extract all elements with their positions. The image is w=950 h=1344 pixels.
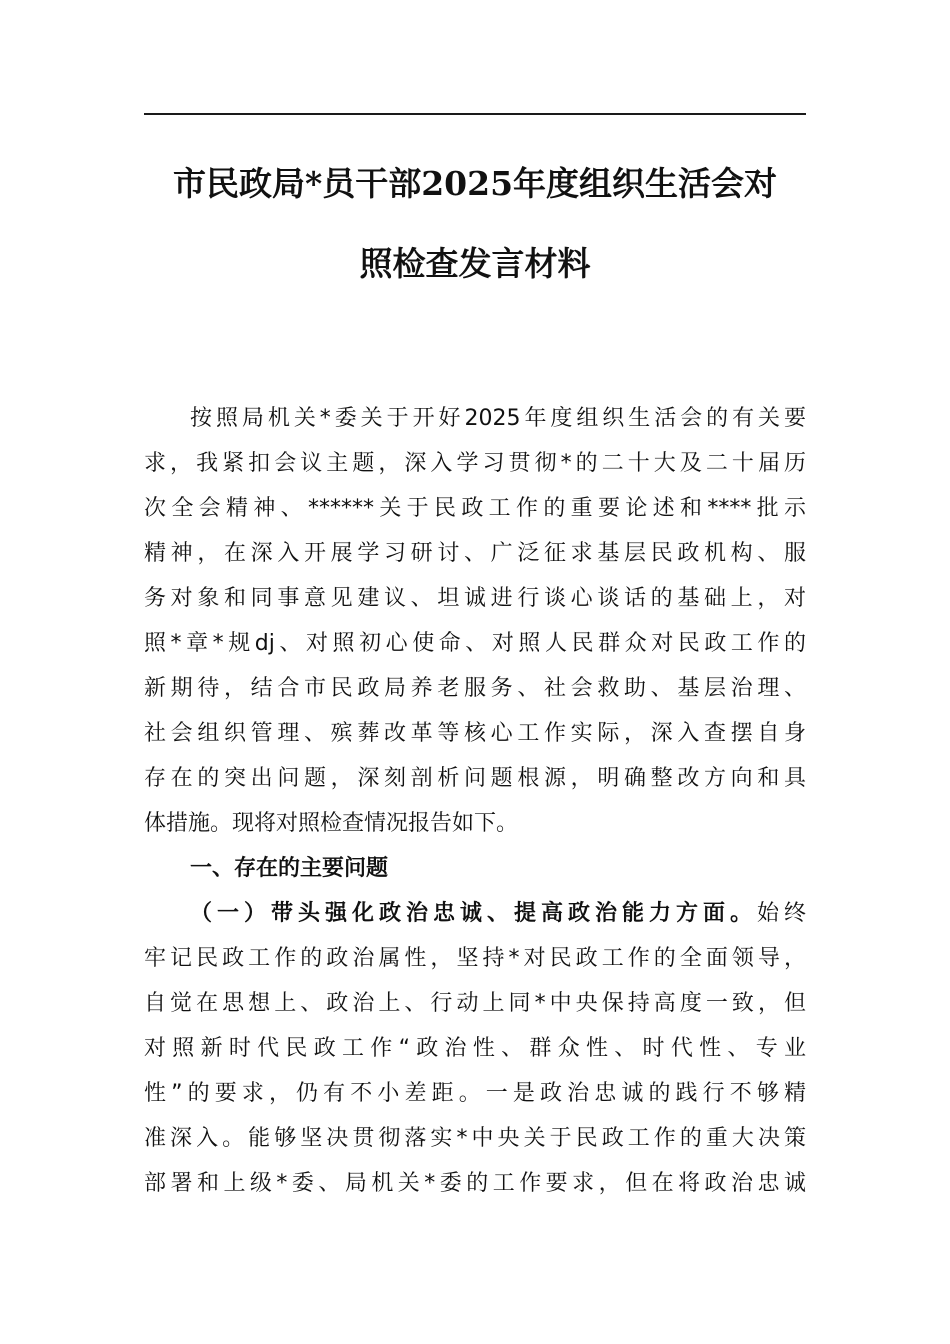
subsection-first-line-rest: 始终 xyxy=(756,901,806,926)
intro-line: 体措施。现将对照检查情况报告如下。 xyxy=(144,811,519,836)
intro-line: 照*章*规dj、对照初心使命、对照人民群众对民政工作的 xyxy=(144,631,806,656)
intro-line: 务对象和同事意见建议、坦诚进行谈心谈话的基础上，对 xyxy=(144,586,806,611)
intro-line: 按照局机关*委关于开好2025年度组织生活会的有关要 xyxy=(190,406,806,431)
intro-line: 存在的突出问题，深刻剖析问题根源，明确整改方向和具 xyxy=(144,766,806,791)
section-heading: 一、存在的主要问题 xyxy=(190,856,389,881)
intro-line: 社会组织管理、殡葬改革等核心工作实际，深入查摆自身 xyxy=(144,721,806,746)
subsection-line: 对照新时代民政工作“政治性、群众性、时代性、专业 xyxy=(144,1036,806,1061)
title-line-1: 市民政局*员干部2025年度组织生活会对 xyxy=(172,164,778,203)
intro-line: 求，我紧扣会议主题，深入学习贯彻*的二十大及二十届历 xyxy=(144,451,806,476)
intro-line: 精神，在深入开展学习研讨、广泛征求基层民政机构、服 xyxy=(144,541,806,566)
intro-line: 新期待，结合市民政局养老服务、社会救助、基层治理、 xyxy=(144,676,806,701)
header-rule xyxy=(144,113,806,115)
subsection-line: 准深入。能够坚决贯彻落实*中央关于民政工作的重大决策 xyxy=(144,1126,806,1151)
subsection-line: 牢记民政工作的政治属性，坚持*对民政工作的全面领导， xyxy=(144,946,806,971)
document-title xyxy=(144,160,806,288)
subsection-line: 部署和上级*委、局机关*委的工作要求，但在将政治忠诚 xyxy=(144,1171,806,1196)
subsection-line: 性”的要求，仍有不小差距。一是政治忠诚的践行不够精 xyxy=(144,1081,806,1106)
document-body xyxy=(144,396,806,1206)
subsection-first-line xyxy=(144,891,806,936)
title-line-2: 照检查发言材料 xyxy=(359,244,591,283)
subsection-heading: （一）带头强化政治忠诚、提高政治能力方面。 xyxy=(190,900,757,926)
subsection-line: 自觉在思想上、政治上、行动上同*中央保持高度一致，但 xyxy=(144,991,806,1016)
intro-line: 次全会精神、******关于民政工作的重要论述和****批示 xyxy=(144,496,806,521)
